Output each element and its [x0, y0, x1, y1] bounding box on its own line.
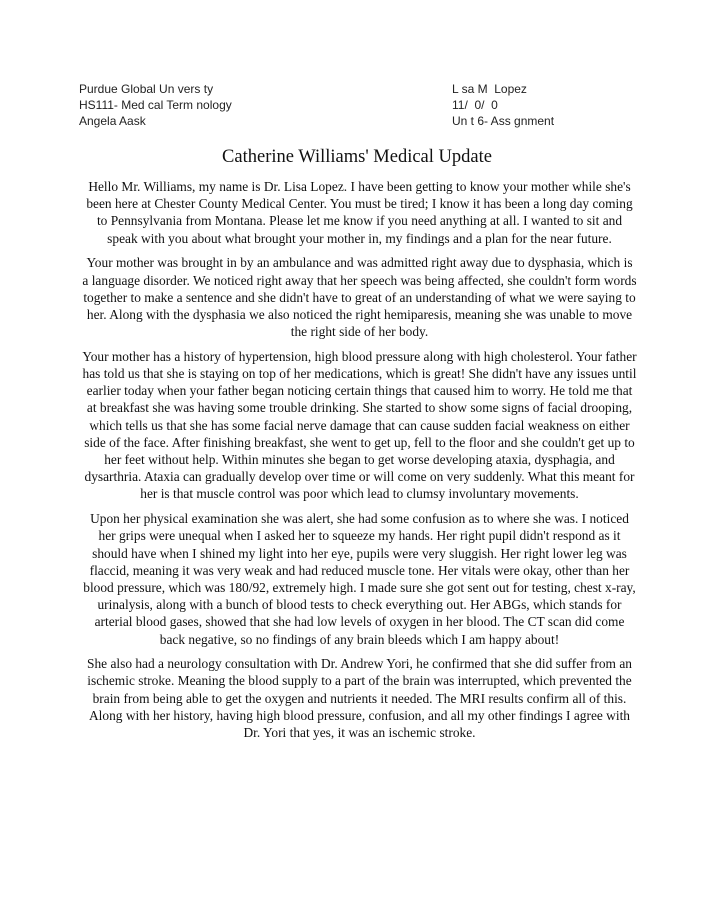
header-date: 11/ 0/ 0: [452, 98, 498, 112]
body-paragraph: Your mother has a history of hypertension, high blood pressure along with high cholesterol. Your father has told us that she is staying on top of her medications, which is great! She didn't have any issues until earlier today when your father began noticing certain things that caused him to worry. He told me that at breakfast she was having some trouble drinking. She started to show some signs of facial drooping, which tells us that she has some facial nerve damage that can cause sudden facial weakness on either side of the face. After finishing breakfast, she went to get up, fell to the floor and she couldn't get up to her feet without help. Within minutes she began to get worse developing ataxia, dysphagia, and dysarthria. Ataxia can gradually develop over time or will come on very suddenly. What this meant for her is that muscle control was poor which lead to clumsy involuntary movements.: [82, 348, 637, 502]
body-paragraph: Upon her physical examination she was alert, she had some confusion as to where she was. I noticed her grips were unequal when I asked her to squeeze my hands. Her right pupil didn't respond as it should have when I shined my light into her eye, pupils were very sluggish. Her right lower leg was flaccid, meaning it was very weak and had reduced muscle tone. Her vitals were okay, other than her blood pressure, which was 180/92, extremely high. I made sure she got sent out for testing, chest x-ray, urinalysis, along with a bunch of blood tests to check everything out. Her ABGs, which stands for arterial blood gases, showed that she had low levels of oxygen in her blood. The CT scan did come back negative, so no findings of any brain bleeds which I am happy about!: [83, 511, 636, 647]
header-right-block: [452, 81, 554, 129]
header-author: L sa M Lopez: [452, 82, 527, 96]
header-course: HS111- Med cal Term nology: [79, 98, 232, 112]
body-paragraph: Hello Mr. Williams, my name is Dr. Lisa Lopez. I have been getting to know your mother while she's been here at Chester County Medical Center. You must be tired; I know it has been a long day coming to Pennsylvania from Montana. Please let me know if you need anything at all. I wanted to sit and speak with you about what brought your mother in, my findings and a plan for the near future.: [86, 179, 633, 246]
body-paragraph: Your mother was brought in by an ambulance and was admitted right away due to dysphasia, which is a language disorder. We noticed right away that her speech was being affected, she couldn't form words together to make a sentence and she didn't have to great of an understanding of what we were saying to her. Along with the dysphasia we also noticed the right hemiparesis, meaning she was unable to move the right side of her body.: [82, 255, 637, 340]
document-title: Catherine Williams' Medical Update: [222, 147, 492, 167]
header-left-block: [79, 81, 232, 129]
header-assignment: Un t 6- Ass gnment: [452, 114, 555, 128]
header-instructor: Angela Aask: [79, 114, 146, 128]
header-school: Purdue Global Un vers ty: [79, 82, 214, 96]
document-body: [82, 178, 637, 749]
body-paragraph: She also had a neurology consultation with Dr. Andrew Yori, he confirmed that she did suffer from an ischemic stroke. Meaning the blood supply to a part of the brain was interrupted, which prevented the brain from being able to get the oxygen and nutrients it needed. The MRI results confirm all of this. Along with her history, having high blood pressure, confusion, and all my other findings I agree with Dr. Yori that yes, it was an ischemic stroke.: [87, 656, 632, 741]
